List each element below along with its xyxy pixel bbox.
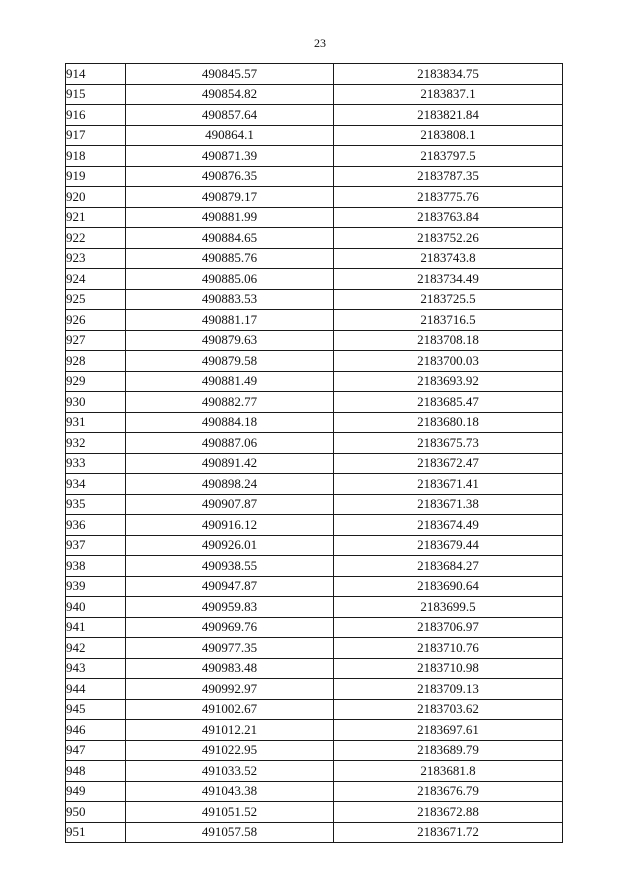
coordinates-table bbox=[65, 63, 563, 843]
table-row bbox=[66, 228, 563, 249]
table-row bbox=[66, 146, 563, 167]
x-coordinate-cell: 491012.21 bbox=[126, 720, 334, 741]
point-number-cell: 944 bbox=[66, 679, 126, 700]
table-row bbox=[66, 699, 563, 720]
page-number: 23 bbox=[314, 36, 326, 50]
table-row bbox=[66, 802, 563, 823]
x-coordinate-cell: 490969.76 bbox=[126, 617, 334, 638]
point-number-cell: 948 bbox=[66, 761, 126, 782]
y-coordinate-cell: 2183693.92 bbox=[334, 371, 563, 392]
table-row bbox=[66, 105, 563, 126]
point-number-cell: 939 bbox=[66, 576, 126, 597]
x-coordinate-cell: 490881.99 bbox=[126, 207, 334, 228]
y-coordinate-cell: 2183808.1 bbox=[334, 125, 563, 146]
table-row bbox=[66, 515, 563, 536]
point-number-cell: 920 bbox=[66, 187, 126, 208]
point-number-cell: 918 bbox=[66, 146, 126, 167]
y-coordinate-cell: 2183671.38 bbox=[334, 494, 563, 515]
table-row bbox=[66, 187, 563, 208]
x-coordinate-cell: 490876.35 bbox=[126, 166, 334, 187]
x-coordinate-cell: 490845.57 bbox=[126, 64, 334, 85]
y-coordinate-cell: 2183697.61 bbox=[334, 720, 563, 741]
point-number-cell: 934 bbox=[66, 474, 126, 495]
table-row bbox=[66, 166, 563, 187]
table-row bbox=[66, 392, 563, 413]
table-row bbox=[66, 371, 563, 392]
x-coordinate-cell: 490959.83 bbox=[126, 597, 334, 618]
y-coordinate-cell: 2183821.84 bbox=[334, 105, 563, 126]
point-number-cell: 919 bbox=[66, 166, 126, 187]
point-number-cell: 936 bbox=[66, 515, 126, 536]
x-coordinate-cell: 490907.87 bbox=[126, 494, 334, 515]
point-number-cell: 923 bbox=[66, 248, 126, 269]
x-coordinate-cell: 490891.42 bbox=[126, 453, 334, 474]
x-coordinate-cell: 490879.63 bbox=[126, 330, 334, 351]
point-number-cell: 916 bbox=[66, 105, 126, 126]
point-number-cell: 941 bbox=[66, 617, 126, 638]
point-number-cell: 927 bbox=[66, 330, 126, 351]
x-coordinate-cell: 490879.17 bbox=[126, 187, 334, 208]
x-coordinate-cell: 490879.58 bbox=[126, 351, 334, 372]
x-coordinate-cell: 490884.65 bbox=[126, 228, 334, 249]
y-coordinate-cell: 2183679.44 bbox=[334, 535, 563, 556]
y-coordinate-cell: 2183676.79 bbox=[334, 781, 563, 802]
table-row bbox=[66, 310, 563, 331]
x-coordinate-cell: 490887.06 bbox=[126, 433, 334, 454]
y-coordinate-cell: 2183689.79 bbox=[334, 740, 563, 761]
table-row bbox=[66, 125, 563, 146]
y-coordinate-cell: 2183674.49 bbox=[334, 515, 563, 536]
y-coordinate-cell: 2183716.5 bbox=[334, 310, 563, 331]
table-row bbox=[66, 617, 563, 638]
table-row bbox=[66, 289, 563, 310]
point-number-cell: 926 bbox=[66, 310, 126, 331]
x-coordinate-cell: 490854.82 bbox=[126, 84, 334, 105]
point-number-cell: 940 bbox=[66, 597, 126, 618]
x-coordinate-cell: 490864.1 bbox=[126, 125, 334, 146]
x-coordinate-cell: 491057.58 bbox=[126, 822, 334, 843]
y-coordinate-cell: 2183734.49 bbox=[334, 269, 563, 290]
x-coordinate-cell: 490881.17 bbox=[126, 310, 334, 331]
table-row bbox=[66, 64, 563, 85]
coordinates-table-body bbox=[66, 64, 563, 843]
point-number-cell: 938 bbox=[66, 556, 126, 577]
table-row bbox=[66, 535, 563, 556]
x-coordinate-cell: 490885.76 bbox=[126, 248, 334, 269]
x-coordinate-cell: 490926.01 bbox=[126, 535, 334, 556]
x-coordinate-cell: 490916.12 bbox=[126, 515, 334, 536]
y-coordinate-cell: 2183671.41 bbox=[334, 474, 563, 495]
point-number-cell: 945 bbox=[66, 699, 126, 720]
table-row bbox=[66, 453, 563, 474]
table-row bbox=[66, 740, 563, 761]
y-coordinate-cell: 2183675.73 bbox=[334, 433, 563, 454]
point-number-cell: 942 bbox=[66, 638, 126, 659]
y-coordinate-cell: 2183672.88 bbox=[334, 802, 563, 823]
x-coordinate-cell: 491022.95 bbox=[126, 740, 334, 761]
y-coordinate-cell: 2183797.5 bbox=[334, 146, 563, 167]
x-coordinate-cell: 490857.64 bbox=[126, 105, 334, 126]
y-coordinate-cell: 2183680.18 bbox=[334, 412, 563, 433]
table-row bbox=[66, 84, 563, 105]
table-row bbox=[66, 781, 563, 802]
y-coordinate-cell: 2183787.35 bbox=[334, 166, 563, 187]
y-coordinate-cell: 2183708.18 bbox=[334, 330, 563, 351]
y-coordinate-cell: 2183725.5 bbox=[334, 289, 563, 310]
table-row bbox=[66, 556, 563, 577]
table-row bbox=[66, 822, 563, 843]
x-coordinate-cell: 490992.97 bbox=[126, 679, 334, 700]
table-row bbox=[66, 412, 563, 433]
x-coordinate-cell: 490884.18 bbox=[126, 412, 334, 433]
y-coordinate-cell: 2183763.84 bbox=[334, 207, 563, 228]
y-coordinate-cell: 2183681.8 bbox=[334, 761, 563, 782]
y-coordinate-cell: 2183775.76 bbox=[334, 187, 563, 208]
point-number-cell: 914 bbox=[66, 64, 126, 85]
y-coordinate-cell: 2183699.5 bbox=[334, 597, 563, 618]
table-row bbox=[66, 269, 563, 290]
y-coordinate-cell: 2183752.26 bbox=[334, 228, 563, 249]
table-row bbox=[66, 351, 563, 372]
table-row bbox=[66, 658, 563, 679]
point-number-cell: 933 bbox=[66, 453, 126, 474]
table-row bbox=[66, 207, 563, 228]
x-coordinate-cell: 490883.53 bbox=[126, 289, 334, 310]
point-number-cell: 946 bbox=[66, 720, 126, 741]
point-number-cell: 931 bbox=[66, 412, 126, 433]
table-row bbox=[66, 597, 563, 618]
point-number-cell: 917 bbox=[66, 125, 126, 146]
y-coordinate-cell: 2183685.47 bbox=[334, 392, 563, 413]
table-row bbox=[66, 433, 563, 454]
x-coordinate-cell: 491033.52 bbox=[126, 761, 334, 782]
x-coordinate-cell: 491043.38 bbox=[126, 781, 334, 802]
point-number-cell: 950 bbox=[66, 802, 126, 823]
point-number-cell: 930 bbox=[66, 392, 126, 413]
table-row bbox=[66, 761, 563, 782]
table-row bbox=[66, 494, 563, 515]
point-number-cell: 922 bbox=[66, 228, 126, 249]
table-row bbox=[66, 474, 563, 495]
x-coordinate-cell: 490947.87 bbox=[126, 576, 334, 597]
point-number-cell: 951 bbox=[66, 822, 126, 843]
point-number-cell: 924 bbox=[66, 269, 126, 290]
x-coordinate-cell: 490882.77 bbox=[126, 392, 334, 413]
point-number-cell: 921 bbox=[66, 207, 126, 228]
x-coordinate-cell: 490983.48 bbox=[126, 658, 334, 679]
x-coordinate-cell: 490977.35 bbox=[126, 638, 334, 659]
table-row bbox=[66, 638, 563, 659]
y-coordinate-cell: 2183709.13 bbox=[334, 679, 563, 700]
x-coordinate-cell: 490938.55 bbox=[126, 556, 334, 577]
point-number-cell: 928 bbox=[66, 351, 126, 372]
y-coordinate-cell: 2183672.47 bbox=[334, 453, 563, 474]
y-coordinate-cell: 2183834.75 bbox=[334, 64, 563, 85]
point-number-cell: 915 bbox=[66, 84, 126, 105]
table-row bbox=[66, 679, 563, 700]
x-coordinate-cell: 491051.52 bbox=[126, 802, 334, 823]
table-row bbox=[66, 576, 563, 597]
point-number-cell: 935 bbox=[66, 494, 126, 515]
table-row bbox=[66, 330, 563, 351]
table-row bbox=[66, 248, 563, 269]
point-number-cell: 943 bbox=[66, 658, 126, 679]
point-number-cell: 949 bbox=[66, 781, 126, 802]
point-number-cell: 937 bbox=[66, 535, 126, 556]
y-coordinate-cell: 2183710.76 bbox=[334, 638, 563, 659]
table-row bbox=[66, 720, 563, 741]
y-coordinate-cell: 2183743.8 bbox=[334, 248, 563, 269]
y-coordinate-cell: 2183706.97 bbox=[334, 617, 563, 638]
point-number-cell: 925 bbox=[66, 289, 126, 310]
y-coordinate-cell: 2183671.72 bbox=[334, 822, 563, 843]
y-coordinate-cell: 2183684.27 bbox=[334, 556, 563, 577]
point-number-cell: 929 bbox=[66, 371, 126, 392]
y-coordinate-cell: 2183700.03 bbox=[334, 351, 563, 372]
x-coordinate-cell: 490871.39 bbox=[126, 146, 334, 167]
point-number-cell: 947 bbox=[66, 740, 126, 761]
y-coordinate-cell: 2183690.64 bbox=[334, 576, 563, 597]
y-coordinate-cell: 2183837.1 bbox=[334, 84, 563, 105]
x-coordinate-cell: 490898.24 bbox=[126, 474, 334, 495]
x-coordinate-cell: 490881.49 bbox=[126, 371, 334, 392]
x-coordinate-cell: 491002.67 bbox=[126, 699, 334, 720]
y-coordinate-cell: 2183710.98 bbox=[334, 658, 563, 679]
y-coordinate-cell: 2183703.62 bbox=[334, 699, 563, 720]
x-coordinate-cell: 490885.06 bbox=[126, 269, 334, 290]
point-number-cell: 932 bbox=[66, 433, 126, 454]
